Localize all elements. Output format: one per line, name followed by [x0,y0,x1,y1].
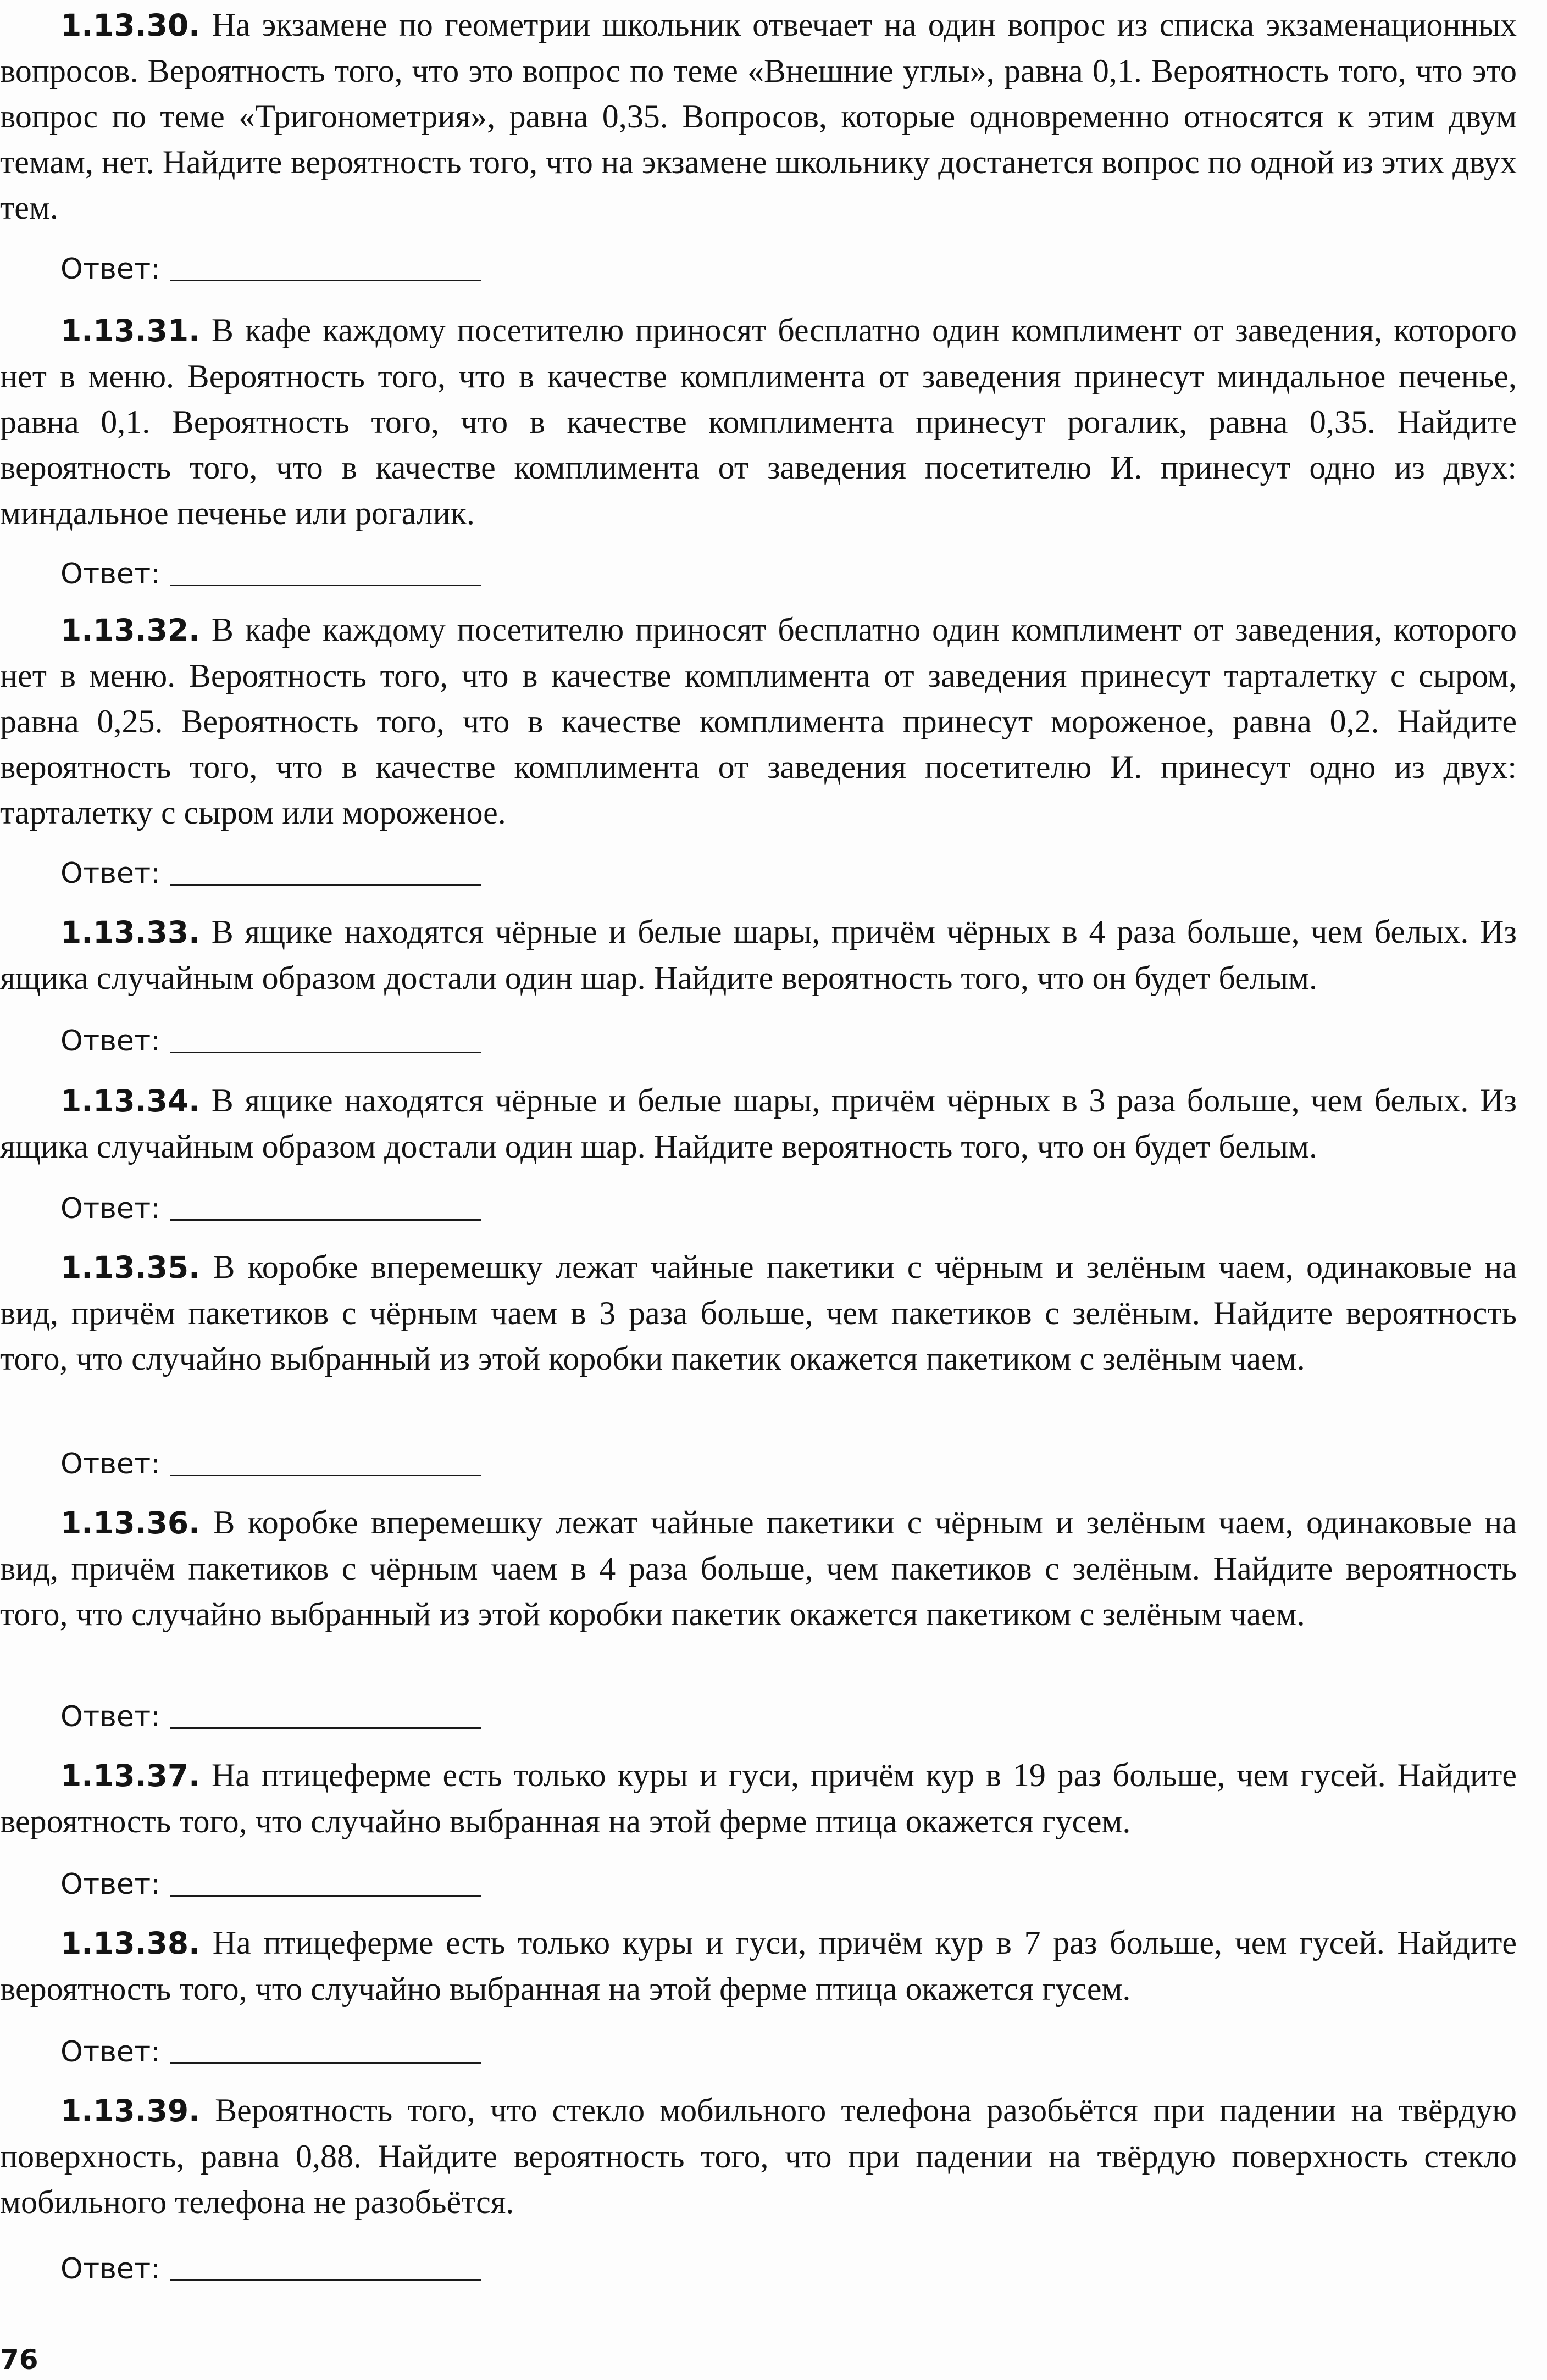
answer-blank[interactable] [170,1219,481,1221]
answer-blank[interactable] [170,1895,481,1897]
answer-line-1-13-38 [60,2030,481,2068]
problem-1-13-35 [0,1244,1517,1382]
answer-label: Ответ: [60,1868,160,1901]
problem-number: 1.13.33. [60,915,201,950]
answer-line-1-13-33 [60,1019,481,1058]
answer-label: Ответ: [60,1192,160,1225]
answer-line-1-13-39 [60,2247,481,2286]
answer-blank[interactable] [170,1727,481,1729]
answer-line-1-13-34 [60,1187,481,1225]
problem-1-13-30 [0,2,1517,231]
answer-blank[interactable] [170,1052,481,1053]
problem-number: 1.13.31. [60,313,201,348]
problem-1-13-37 [0,1753,1517,1844]
page-number: 76 [0,2344,38,2376]
answer-label: Ответ: [60,1700,160,1733]
problem-1-13-34 [0,1078,1517,1170]
problem-1-13-31 [0,308,1517,536]
answer-label: Ответ: [60,2253,160,2286]
problem-text: В кафе каждому посетителю приносят бесплатно один комплимент от заведения, которого нет в меню. Вероятность того, что в качестве комплимента от заведения принесут тарталетку с сыром, равна 0,25. Вероятность того, что в качестве комплимента принесут мороженое, равна 0,2. Найдите вероятность того, что в качестве комплимента от заведения посетителю И. принесут одно из двух: тарталетку с сыром или мороженое. [0,611,1517,831]
problem-number: 1.13.32. [60,613,201,648]
problem-number: 1.13.36. [60,1505,201,1541]
problem-1-13-32 [0,607,1517,836]
answer-line-1-13-35 [60,1442,481,1481]
problem-1-13-33 [0,909,1517,1001]
problem-1-13-39 [0,2088,1517,2225]
problem-text: В коробке вперемешку лежат чайные пакетики с чёрным и зелёным чаем, одинаковые на вид, причём пакетиков с чёрным чаем в 4 раза больше, чем пакетиков с зелёным. Найдите вероятность того, что случайно выбранный из этой коробки пакетик окажется пакетиком с зелёным чаем. [0,1504,1517,1632]
problem-text: Вероятность того, что стекло мобильного телефона разобьётся при падении на твёрдую поверхность, равна 0,88. Найдите вероятность того, что при падении на твёрдую поверхность стекло мобильного телефона не разобьётся. [0,2092,1517,2220]
problem-1-13-38 [0,1920,1517,2012]
answer-blank[interactable] [170,2062,481,2064]
answer-blank[interactable] [170,884,481,886]
problem-text: В кафе каждому посетителю приносят бесплатно один комплимент от заведения, которого нет в меню. Вероятность того, что в качестве комплимента от заведения принесут миндальное печенье, равна 0,1. Вероятность того, что в качестве комплимента принесут рогалик, равна 0,35. Найдите вероятность того, что в качестве комплимента от заведения посетителю И. принесут одно из двух: миндальное печенье или рогалик. [0,312,1517,531]
answer-blank[interactable] [170,585,481,586]
answer-blank[interactable] [170,1475,481,1476]
answer-blank[interactable] [170,280,481,281]
answer-blank[interactable] [170,2279,481,2281]
problem-number: 1.13.30. [60,8,201,43]
answer-label: Ответ: [60,2036,160,2068]
problem-1-13-36 [0,1500,1517,1637]
answer-line-1-13-32 [60,852,481,890]
problem-number: 1.13.34. [60,1083,201,1119]
answer-label: Ответ: [60,253,160,286]
problem-number: 1.13.38. [60,1926,201,1961]
answer-line-1-13-30 [60,247,481,286]
answer-line-1-13-37 [60,1862,481,1901]
answer-line-1-13-36 [60,1695,481,1733]
answer-label: Ответ: [60,1448,160,1481]
problem-text: На птицеферме есть только куры и гуси, причём кур в 7 раз больше, чем гусей. Найдите вероятность того, что случайно выбранная на этой ферме птица окажется гусем. [0,1925,1517,2007]
problem-text: В коробке вперемешку лежат чайные пакетики с чёрным и зелёным чаем, одинаковые на вид, причём пакетиков с чёрным чаем в 3 раза больше, чем пакетиков с зелёным. Найдите вероятность того, что случайно выбранный из этой коробки пакетик окажется пакетиком с зелёным чаем. [0,1249,1517,1377]
problem-text: На экзамене по геометрии школьник отвечает на один вопрос из списка экзаменационных вопросов. Вероятность того, что это вопрос по теме «Внешние углы», равна 0,1. Вероятность того, что это вопрос по теме «Тригонометрия», равна 0,35. Вопросов, которые одновременно относятся к этим двум темам, нет. Найдите вероятность того, что на экзамене школьнику достанется вопрос по одной из этих двух тем. [0,7,1517,226]
answer-label: Ответ: [60,558,160,591]
problem-text: На птицеферме есть только куры и гуси, причём кур в 19 раз больше, чем гусей. Найдите вероятность того, что случайно выбранная на этой ферме птица окажется гусем. [0,1757,1517,1839]
problem-number: 1.13.39. [60,2093,201,2128]
problem-number: 1.13.37. [60,1758,201,1793]
problem-text: В ящике находятся чёрные и белые шары, причём чёрных в 4 раза больше, чем белых. Из ящика случайным образом достали один шар. Найдите вероятность того, что он будет белым. [0,914,1517,996]
answer-label: Ответ: [60,1025,160,1058]
problem-text: В ящике находятся чёрные и белые шары, причём чёрных в 3 раза больше, чем белых. Из ящика случайным образом достали один шар. Найдите вероятность того, что он будет белым. [0,1082,1517,1165]
problem-number: 1.13.35. [60,1250,201,1285]
answer-label: Ответ: [60,857,160,890]
answer-line-1-13-31 [60,552,481,591]
